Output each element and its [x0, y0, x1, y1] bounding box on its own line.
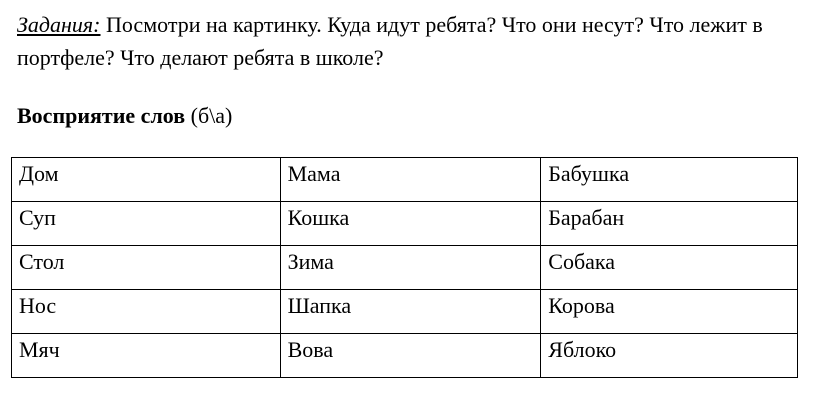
task-paragraph [17, 8, 813, 74]
task-label: Задания: [17, 12, 101, 37]
task-text: Посмотри на картинку. Куда идут ребята? Что они несут? Что лежит в портфеле? Что делают ребята в школе? [17, 12, 763, 70]
table-cell: Стол [12, 246, 281, 290]
table-row [12, 246, 798, 290]
table-cell: Зима [280, 246, 541, 290]
section-heading-bold: Восприятие слов [17, 103, 186, 128]
table-row [12, 202, 798, 246]
table-cell: Вова [280, 334, 541, 378]
table-cell: Дом [12, 158, 281, 202]
table-cell: Шапка [280, 290, 541, 334]
table-cell: Корова [541, 290, 798, 334]
table-cell: Собака [541, 246, 798, 290]
section-heading-note: (б\а) [185, 103, 233, 128]
words-table [11, 157, 798, 378]
table-cell: Яблоко [541, 334, 798, 378]
table-cell: Бабушка [541, 158, 798, 202]
table-cell: Суп [12, 202, 281, 246]
table-cell: Барабан [541, 202, 798, 246]
table-cell: Мяч [12, 334, 281, 378]
section-heading [17, 99, 232, 132]
table-row [12, 158, 798, 202]
table-row [12, 290, 798, 334]
table-cell: Нос [12, 290, 281, 334]
table-cell: Кошка [280, 202, 541, 246]
table-cell: Мама [280, 158, 541, 202]
table-row [12, 334, 798, 378]
